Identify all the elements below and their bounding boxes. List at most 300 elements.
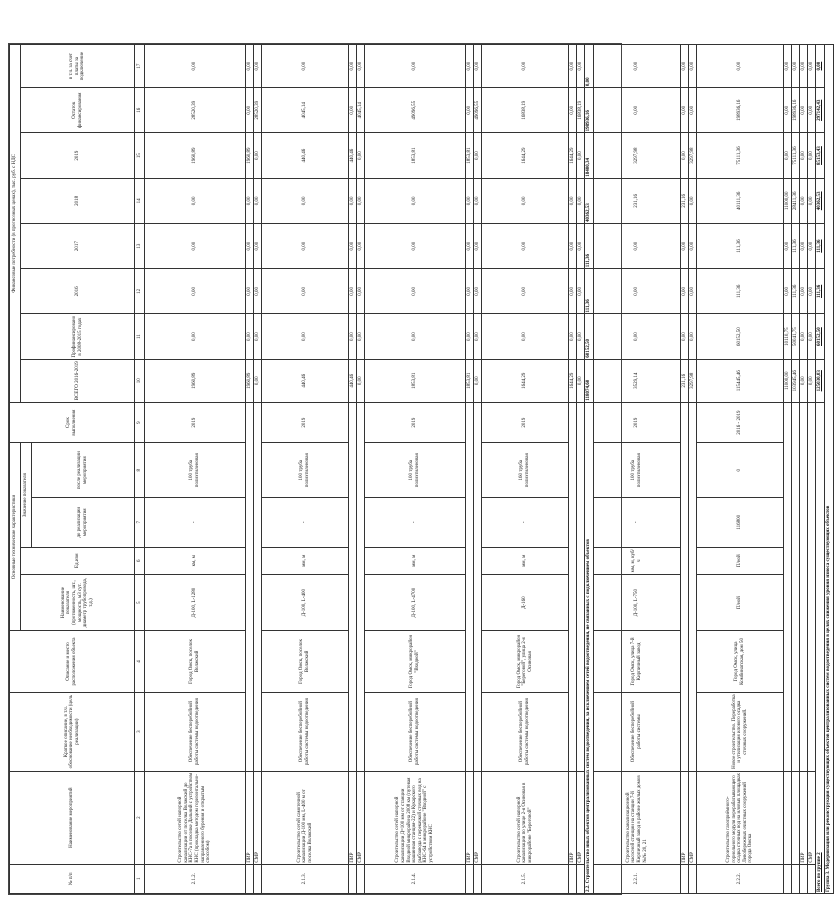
- y2017-value: 0,00: [145, 223, 246, 268]
- column-number: 5: [135, 574, 145, 631]
- value-before: -: [365, 497, 466, 547]
- empty-cell: [784, 864, 792, 893]
- total-value: 1644,29: [569, 359, 577, 402]
- rest-value: 49096,55: [365, 88, 466, 133]
- y2019-value: 0,00: [357, 133, 365, 178]
- empty-cell: [246, 402, 254, 771]
- column-number: 1: [135, 864, 145, 893]
- rest-value: 28520,39: [254, 88, 262, 133]
- total-value: 440,46: [349, 359, 357, 402]
- measure-location: Город Омск, поселок Волжский: [145, 631, 246, 692]
- y2019-value: 75111,36: [697, 133, 784, 178]
- col-after-header: после реализации мероприятия: [32, 443, 135, 497]
- col-rest-header: Остаток финансирования: [21, 88, 135, 133]
- empty-cell: [800, 864, 808, 893]
- empty-cell: [792, 402, 800, 771]
- prog-value: 0,00: [365, 314, 466, 359]
- y2019-value: 1853,81: [466, 133, 474, 178]
- y2018-value: 0,00: [145, 178, 246, 223]
- empty-cell: [357, 402, 365, 771]
- sub-label: ПИР: [349, 771, 357, 864]
- y2019-value: 0,00: [474, 133, 482, 178]
- measure-brief: Обеспечение бесперебойной работы системы: [594, 692, 681, 771]
- sub-label: СМР: [357, 771, 365, 864]
- total-value: 231,16: [681, 359, 689, 402]
- column-number: 12: [135, 269, 145, 314]
- total-value: 1960,89: [145, 359, 246, 402]
- empty-cell: [569, 864, 577, 893]
- y2018-value: 0,00: [800, 178, 808, 223]
- row-number: 2.2.1.: [594, 864, 681, 893]
- y2018-value: 0,00: [357, 178, 365, 223]
- y2017-value: 0,00: [784, 223, 792, 268]
- total-value: 0,00: [254, 359, 262, 402]
- prog-value: 0,00: [474, 314, 482, 359]
- empty-cell: [808, 864, 816, 893]
- prog-value: 0,00: [689, 314, 697, 359]
- col-name-header: Наименование мероприятий: [10, 771, 135, 864]
- total-value: 125030,03: [816, 359, 825, 402]
- incl-value: 0,00: [357, 45, 365, 88]
- measure-location: Город Омск, микрорайон "Береговой", улица 2-я Осиновая: [482, 631, 569, 692]
- incl-value: 0,00: [697, 45, 784, 88]
- y2017-value: 0,00: [254, 223, 262, 268]
- y2017-value: 111,36: [585, 223, 594, 268]
- rest-value: 4045,14: [262, 88, 349, 133]
- col-brief-header: Краткое описание, в т.ч. обоснование необходимости (цель реализации): [10, 692, 135, 771]
- y2019-value: 0,00: [681, 133, 689, 178]
- table-row-2-2-1-pir: [681, 45, 689, 894]
- total-value: 118074,60: [585, 359, 594, 402]
- row-number: 2.2.2.: [697, 864, 784, 893]
- empty-cell: [808, 402, 816, 771]
- y2019-value: 3297,98: [689, 133, 697, 178]
- rest-value: 0,00: [569, 88, 577, 133]
- empty-cell: [474, 402, 482, 771]
- measure-parameter: Д-100, L-4700: [365, 574, 466, 631]
- measure-unit: П/ной: [697, 547, 784, 574]
- incl-value: 0,00: [577, 45, 585, 88]
- total-value: 1960,89: [246, 359, 254, 402]
- prog-value: 60152,50: [697, 314, 784, 359]
- y2017-value: 0,00: [808, 223, 816, 268]
- prog-value: 0,00: [349, 314, 357, 359]
- incl-value: 0,00: [792, 45, 800, 88]
- row-number: 2.1.5.: [482, 864, 569, 893]
- empty-cell: [357, 864, 365, 893]
- y2018-value: 0,00: [349, 178, 357, 223]
- column-number: 16: [135, 88, 145, 133]
- group-3-row: [825, 45, 834, 894]
- y2017-value: 0,00: [246, 223, 254, 268]
- prog-value: 10110,75: [784, 314, 792, 359]
- measure-unit: мм, м, куб/ч: [594, 547, 681, 574]
- empty-cell: [254, 402, 262, 771]
- y2019-value: 1644,29: [482, 133, 569, 178]
- incl-value: 0,00: [262, 45, 349, 88]
- incl-value: 0,00: [681, 45, 689, 88]
- y2018-value: 40111,36: [697, 178, 784, 223]
- y2018-value: 0,00: [466, 178, 474, 223]
- incl-value: 0,00: [808, 45, 816, 88]
- y2017-value: 0,00: [262, 223, 349, 268]
- column-number: 9: [135, 402, 145, 443]
- total-label: Всего по группе 2: [816, 402, 825, 893]
- y2018-value: 0,00: [569, 178, 577, 223]
- row-number: 2.1.2.: [145, 864, 246, 893]
- col-param-header: Наименование показателя (протяженность, шт., мощность, м3 сут. диаметр трубопровода, т.д.): [21, 574, 135, 631]
- incl-value: 0,00: [689, 45, 697, 88]
- y2018-value: 28411,36: [792, 178, 800, 223]
- y2016-value: 0,00: [800, 269, 808, 314]
- value-before: -: [145, 497, 246, 547]
- measure-parameter: Д-160: [482, 574, 569, 631]
- prog-value: 0,00: [594, 314, 681, 359]
- measure-name: Строительство сетей напорной канализации по улице 2-я Осиновая в микрорайоне "Береговой": [482, 771, 569, 864]
- value-before: 116800: [697, 497, 784, 547]
- measure-parameter: Д-100, L-1280: [145, 574, 246, 631]
- y2016-value: 111,36: [816, 269, 825, 314]
- sub-label: СМР: [577, 771, 585, 864]
- value-after: 0: [697, 443, 784, 497]
- col-prog-header: Профинансировано в 2008-2015 годах: [21, 314, 135, 359]
- table-row-2-1-5: [482, 45, 569, 894]
- total-value: 3297,98: [689, 359, 697, 402]
- table-row-2-1-3: [262, 45, 349, 894]
- incl-value: 0,00: [466, 45, 474, 88]
- y2016-value: 0,00: [466, 269, 474, 314]
- measure-location: Город Омск, микрорайон "Входной": [365, 631, 466, 692]
- measure-parameter: Д-100, L-400: [262, 574, 349, 631]
- measure-unit: мм, м: [482, 547, 569, 574]
- total-value: 103945,46: [792, 359, 800, 402]
- y2018-value: 11000,00: [784, 178, 792, 223]
- prog-value: 0,00: [577, 314, 585, 359]
- y2019-value: 0,00: [254, 133, 262, 178]
- measure-parameter: Д-100, L-750: [594, 574, 681, 631]
- table-row-2-2-1-smr: [689, 45, 697, 894]
- y2016-value: 0,00: [808, 269, 816, 314]
- table-row-2-2-2-pir: [800, 45, 808, 894]
- empty-cell: [681, 402, 689, 771]
- value-after: 100 труба полиэтиленовая: [145, 443, 246, 497]
- prog-value: 0,00: [800, 314, 808, 359]
- y2019-value: 18400,34: [585, 133, 594, 178]
- rest-value: 28520,39: [145, 88, 246, 133]
- empty-cell: [349, 864, 357, 893]
- y2019-value: 0,00: [784, 133, 792, 178]
- sub-label: СМР: [689, 771, 697, 864]
- table-row-2-2-2-a: [784, 45, 792, 894]
- incl-value: 0,00: [800, 45, 808, 88]
- prog-value: 0,00: [262, 314, 349, 359]
- rest-value: 16838,19: [577, 88, 585, 133]
- y2017-value: 0,00: [482, 223, 569, 268]
- rest-value: 198936,16: [697, 88, 784, 133]
- header-row-1: [10, 45, 21, 894]
- y2017-value: 0,00: [681, 223, 689, 268]
- y2019-value: 0,00: [808, 133, 816, 178]
- sub-label: СМР: [808, 771, 816, 864]
- y2016-value: 0,00: [474, 269, 482, 314]
- term: 2019: [594, 402, 681, 443]
- prog-value: 0,00: [569, 314, 577, 359]
- y2017-value: 0,00: [474, 223, 482, 268]
- measure-brief: Новое строительство. Переработка и утилизация илового осадка сточных сооружений.: [697, 692, 784, 771]
- empty-cell: [466, 864, 474, 893]
- y2017-value: 111,36: [816, 223, 825, 268]
- sub-label: ПИР: [800, 771, 808, 864]
- col-2019-header: 2019: [21, 133, 135, 178]
- prog-value: 0,00: [681, 314, 689, 359]
- col-num-header: № п/п: [10, 864, 135, 893]
- column-number: 4: [135, 631, 145, 692]
- y2018-value: 231,16: [594, 178, 681, 223]
- y2018-value: 40362,53: [585, 178, 594, 223]
- total-value: 0,00: [800, 359, 808, 402]
- table-row-2-1-4-pir: [466, 45, 474, 894]
- y2019-value: 440,46: [262, 133, 349, 178]
- y2017-value: 111,36: [697, 223, 784, 268]
- total-value: 11000,00: [784, 359, 792, 402]
- column-number: 7: [135, 497, 145, 547]
- y2018-value: 0,00: [365, 178, 466, 223]
- prog-value: 0,00: [466, 314, 474, 359]
- prog-value: 60152,50: [585, 314, 594, 359]
- y2017-value: 111,36: [792, 223, 800, 268]
- y2016-value: 0,00: [681, 269, 689, 314]
- prog-value: 0,00: [246, 314, 254, 359]
- y2017-value: 0,00: [365, 223, 466, 268]
- rest-value: 0,00: [466, 88, 474, 133]
- total-value: 115445,46: [697, 359, 784, 402]
- tech-header: Основные технические характеристики: [10, 443, 21, 631]
- y2018-value: 40362,53: [816, 178, 825, 223]
- empty-cell: [681, 864, 689, 893]
- measure-brief: Обеспечение бесперебойной работы системы водоотведения: [365, 692, 466, 771]
- rest-value: 0,00: [689, 88, 697, 133]
- y2018-value: 0,00: [689, 178, 697, 223]
- empty-cell: [784, 402, 792, 771]
- table-row-2-1-5-pir: [569, 45, 577, 894]
- total-value: 0,00: [474, 359, 482, 402]
- y2017-value: 0,00: [349, 223, 357, 268]
- empty-cell: [577, 864, 585, 893]
- rest-value: 16838,19: [482, 88, 569, 133]
- incl-value: 0,00: [474, 45, 482, 88]
- prog-value: 0,00: [808, 314, 816, 359]
- sub-label: ПИР: [569, 771, 577, 864]
- incl-value: 0,00: [585, 45, 594, 88]
- section-title: 2.2. Строительство иных объектов централизованных систем водоотведения, за исключением сетей водоотведения, не связанных с подключением объектов: [585, 402, 594, 893]
- sub-label: ПИР: [466, 771, 474, 864]
- empty-cell: [800, 402, 808, 771]
- rest-value: 0,00: [349, 88, 357, 133]
- column-number: 2: [135, 771, 145, 864]
- empty-cell: [569, 402, 577, 771]
- y2016-value: 111,36: [792, 269, 800, 314]
- table-row-2-2-1: [594, 45, 681, 894]
- y2019-value: 0,00: [577, 133, 585, 178]
- term: 2019: [365, 402, 466, 443]
- rest-value: 297142,43: [816, 88, 825, 133]
- empty-cell: [246, 864, 254, 893]
- term: 2019: [262, 402, 349, 443]
- column-number: 17: [135, 45, 145, 88]
- column-number-row: [135, 45, 145, 894]
- y2016-value: 0,00: [254, 269, 262, 314]
- total-value: 1853,81: [365, 359, 466, 402]
- y2019-value: 0,00: [800, 133, 808, 178]
- value-before: -: [482, 497, 569, 547]
- y2018-value: 0,00: [482, 178, 569, 223]
- col-before-header: до реализации мероприятия: [32, 497, 135, 547]
- measure-brief: Обеспечение бесперебойной работы системы водоотведения: [482, 692, 569, 771]
- sub-label: ПИР: [681, 771, 689, 864]
- measure-unit: км, м: [145, 547, 246, 574]
- rest-value: 0,00: [681, 88, 689, 133]
- y2018-value: 0,00: [577, 178, 585, 223]
- y2018-value: 0,00: [474, 178, 482, 223]
- incl-value: 0,00: [816, 45, 825, 88]
- total-value: 0,00: [577, 359, 585, 402]
- incl-value: 0,00: [246, 45, 254, 88]
- prog-value: 0,00: [254, 314, 262, 359]
- incl-value: 0,00: [254, 45, 262, 88]
- sub-label: СМР: [254, 771, 262, 864]
- measure-name: Строительство газоприёмного-горнольного модуля перерабатывающего осадка сточных вод на иловых площадках Левобережных очистных сооружений города Омска: [697, 771, 784, 864]
- y2016-value: 0,00: [145, 269, 246, 314]
- incl-value: 0,00: [349, 45, 357, 88]
- total-row-group-2: [816, 45, 825, 894]
- rest-value: 198936,16: [792, 88, 800, 133]
- empty-cell: [792, 864, 800, 893]
- table-row-2-1-4-smr: [474, 45, 482, 894]
- column-number: 10: [135, 359, 145, 402]
- y2018-value: 231,16: [681, 178, 689, 223]
- col-2016-header: 2016: [21, 269, 135, 314]
- col-unit-header: Ед.изм: [21, 547, 135, 574]
- rest-value: 198936,16: [585, 88, 594, 133]
- value-after: 100 труба полиэтиленовая: [365, 443, 466, 497]
- term: 2019: [145, 402, 246, 443]
- column-number: 3: [135, 692, 145, 771]
- row-number: 2.1.4.: [365, 864, 466, 893]
- rest-value: 49096,55: [474, 88, 482, 133]
- y2017-value: 0,00: [800, 223, 808, 268]
- rest-value: 4045,14: [357, 88, 365, 133]
- term: 2016 - 2019: [697, 402, 784, 443]
- empty-cell: [466, 402, 474, 771]
- y2016-value: 0,00: [784, 269, 792, 314]
- measure-location: Город Омск, поселок Волжский: [262, 631, 349, 692]
- y2016-value: 0,00: [262, 269, 349, 314]
- y2019-value: 1960,89: [246, 133, 254, 178]
- sub-label: [792, 771, 800, 864]
- sub-label: ПИР: [246, 771, 254, 864]
- total-value: 1853,81: [466, 359, 474, 402]
- y2017-value: 0,00: [594, 223, 681, 268]
- column-number: 6: [135, 547, 145, 574]
- total-value: 0,00: [357, 359, 365, 402]
- sub-label: СМР: [474, 771, 482, 864]
- measure-location: Город Омск, улица 7-й Кирпичный завод: [594, 631, 681, 692]
- table-row-2-1-2: [145, 45, 246, 894]
- col-term-header: Срок выполнения: [10, 402, 135, 443]
- investment-program-table: [9, 44, 834, 894]
- y2016-value: 0,00: [482, 269, 569, 314]
- empty-cell: [349, 402, 357, 771]
- col-2017-header: 2017: [21, 223, 135, 268]
- prog-value: 0,00: [145, 314, 246, 359]
- y2016-value: 0,00: [569, 269, 577, 314]
- column-number: 13: [135, 223, 145, 268]
- y2018-value: 0,00: [246, 178, 254, 223]
- prog-value: 50041,75: [792, 314, 800, 359]
- row-number: 2.1.3.: [262, 864, 349, 893]
- y2019-value: 75111,36: [792, 133, 800, 178]
- rest-value: 0,00: [784, 88, 792, 133]
- table-row-2-2-2: [697, 45, 784, 894]
- prog-value: 0,00: [357, 314, 365, 359]
- incl-value: 0,00: [482, 45, 569, 88]
- measure-parameter: П/ной: [697, 574, 784, 631]
- total-value: 1644,29: [482, 359, 569, 402]
- measure-unit: мм, м: [262, 547, 349, 574]
- incl-value: 0,00: [784, 45, 792, 88]
- total-value: 0,00: [808, 359, 816, 402]
- y2017-value: 0,00: [357, 223, 365, 268]
- table-row-2-2-2-b: [792, 45, 800, 894]
- incl-value: 0,00: [145, 45, 246, 88]
- y2018-value: 0,00: [808, 178, 816, 223]
- measure-brief: Обеспечение бесперебойной работы системы водоотведения: [262, 692, 349, 771]
- empty-cell: [474, 864, 482, 893]
- finance-header: Финансовые потребности (в прогнозных ценах), тыс. руб. с НДС: [10, 45, 21, 403]
- group-3-title: Группа 3. Модернизация или реконструкция существующих объектов централизованных систем водоотведения в целях снижения уровня износа существующих объектов: [825, 45, 834, 894]
- measure-name: Строительство сетей напорной канализации от поселка Волжский до КНС-7а в поселке Дальний с устройством КНС (прокладка методом горизонтально-направленного бурения и открытым способом): [145, 771, 246, 864]
- values-header: Значение показателя: [21, 443, 32, 547]
- incl-value: 0,00: [365, 45, 466, 88]
- y2019-value: 85153,43: [816, 133, 825, 178]
- column-number: 15: [135, 133, 145, 178]
- prog-value: 0,00: [482, 314, 569, 359]
- y2019-value: 1960,89: [145, 133, 246, 178]
- column-number: 11: [135, 314, 145, 359]
- y2016-value: 0,00: [594, 269, 681, 314]
- incl-value: 0,00: [569, 45, 577, 88]
- rest-value: 0,00: [594, 88, 681, 133]
- table-row-2-1-3-smr: [357, 45, 365, 894]
- total-value: 3529,14: [594, 359, 681, 402]
- table-row-2-1-2-pir: [246, 45, 254, 894]
- measure-name: Строительство сетей самотечной канализации Д-100 мм, L-400 м от поселка Волжский: [262, 771, 349, 864]
- col-incl-header: в т.ч. за счет платы за подключение: [21, 45, 135, 88]
- y2016-value: 0,00: [357, 269, 365, 314]
- value-before: -: [594, 497, 681, 547]
- y2016-value: 111,36: [697, 269, 784, 314]
- table-row-2-2-2-smr: [808, 45, 816, 894]
- col-2018-header: 2018: [21, 178, 135, 223]
- col-location-header: Описание и место расположения объекта: [10, 631, 135, 692]
- y2016-value: 0,00: [577, 269, 585, 314]
- sub-label: [784, 771, 792, 864]
- measure-unit: мм, м: [365, 547, 466, 574]
- table-row-2-1-4: [365, 45, 466, 894]
- y2017-value: 0,00: [569, 223, 577, 268]
- measure-name: Строительство сетей напорной канализации Д=100 мм от станции Входной микрорайона 2008 км (путевая машинная станция-22) и Кукарского рыбзавода с перекачкой сточных вод на КНС-64 в микрорайоне "Входной" с устройством КНС: [365, 771, 466, 864]
- table-row-2-1-5-smr: [577, 45, 585, 894]
